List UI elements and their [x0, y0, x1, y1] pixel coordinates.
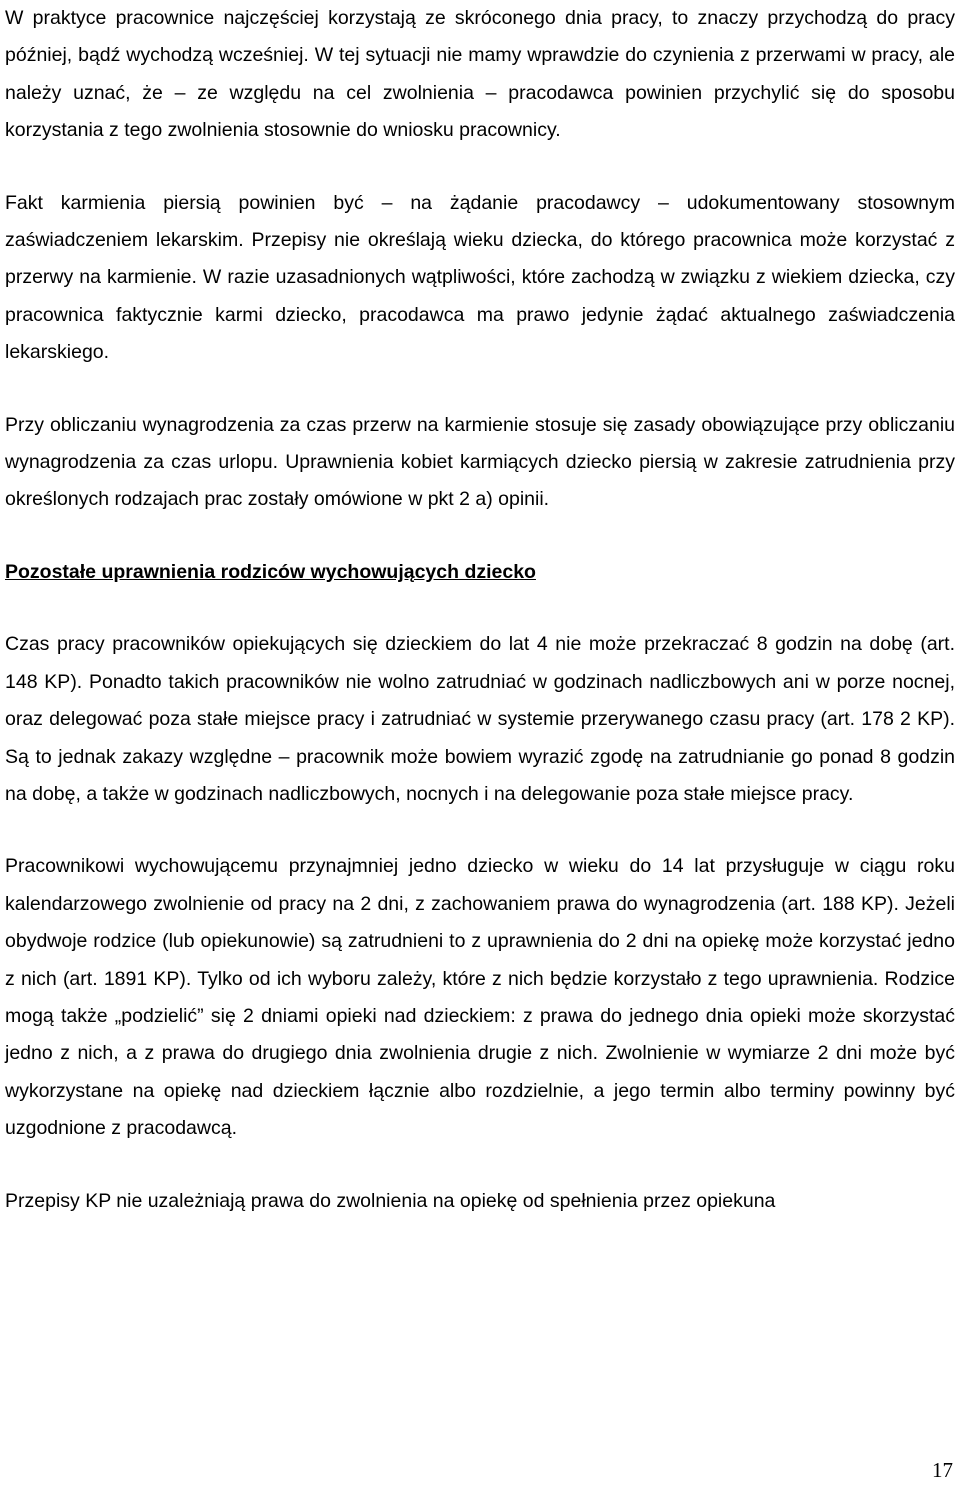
page-content: [5, 0, 955, 1220]
paragraph-kp-provisions: Przepisy KP nie uzależniają prawa do zwolnienia na opiekę od spełnienia przez opiekuna: [5, 1189, 776, 1212]
paragraph-childcare-leave: Pracownikowi wychowującemu przynajmniej jedno dziecko w wieku do 14 lat przysługuje w ciągu roku kalendarzowego zwolnienie od pracy na 2 dni, z zachowaniem prawa do wynagrodzenia (art. 188 KP). Jeżeli obydwoje rodzice (lub opiekunowie) są zatrudnieni to z uprawnienia do 2 dni na opiekę może korzystać jedno z nich (art. 1891 KP). Tylko od ich wyboru zależy, które z nich będzie korzystało z tego uprawnienia. Rodzice mogą także „podzielić” się 2 dniami opieki nad dzieckiem: z prawa do jednego dnia opieki może skorzystać jedno z nich, a z prawa do drugiego dnia zwolnienia drugie z nich. Zwolnienie w wymiarze 2 dni może być wykorzystane na opiekę nad dzieckiem łącznie albo rozdzielnie, a jego termin albo terminy powinny być uzgodnione z pracodawcą.: [5, 855, 955, 1140]
paragraph-working-time-limits: Czas pracy pracowników opiekujących się dzieckiem do lat 4 nie może przekraczać 8 godzin na dobę (art. 148 KP). Ponadto takich pracowników nie wolno zatrudniać w godzinach nadliczbowych ani w porze nocnej, oraz delegować poza stałe miejsce pracy i zatrudniać w systemie przerywanego czasu pracy (art. 178 2 KP). Są to jednak zakazy względne – pracownik może bowiem wyrazić zgodę na zatrudnianie go ponad 8 godzin na dobę, a także w godzinach nadliczbowych, nocnych i na delegowanie poza stałe miejsce pracy.: [5, 633, 955, 805]
page-number: 17: [932, 1458, 953, 1482]
paragraph-shortened-workday: W praktyce pracownice najczęściej korzystają ze skróconego dnia pracy, to znaczy przychodzą do pracy później, bądź wychodzą wcześniej. W tej sytuacji nie mamy wprawdzie do czynienia z przerwami w pracy, ale należy uznać, że – ze względu na cel zwolnienia – pracodawca powinien przychylić się do sposobu korzystania z tego zwolnienia stosownie do wniosku pracownicy.: [5, 7, 955, 142]
paragraph-breastfeeding-certificate: Fakt karmienia piersią powinien być – na żądanie pracodawcy – udokumentowany stosownym zaświadczeniem lekarskim. Przepisy nie określają wieku dziecka, do którego pracownica może korzystać z przerwy na karmienie. W razie uzasadnionych wątpliwości, które zachodzą w związku z wiekiem dziecka, czy pracownica faktycznie karmi dziecko, pracodawca ma prawo jedynie żądać aktualnego zaświadczenia lekarskiego.: [5, 191, 955, 364]
paragraph-break-remuneration: Przy obliczaniu wynagrodzenia za czas przerw na karmienie stosuje się zasady obowiązujące przy obliczaniu wynagrodzenia za czas urlopu. Uprawnienia kobiet karmiących dziecko piersią w zakresie zatrudnienia przy określonych rodzajach prac zostały omówione w pkt 2 a) opinii.: [5, 413, 955, 511]
section-heading: Pozostałe uprawnienia rodziców wychowujących dziecko: [5, 560, 536, 583]
